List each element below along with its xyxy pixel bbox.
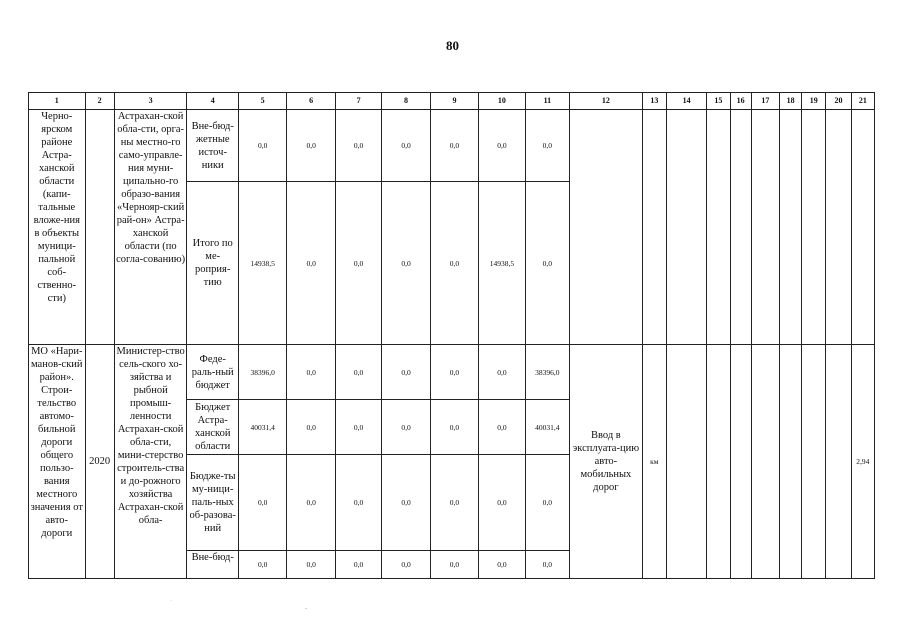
- value-cell: 0,0: [287, 345, 335, 400]
- header-cell: 14: [666, 93, 706, 110]
- value-cell: 0,0: [479, 551, 525, 579]
- empty-cell: [802, 110, 826, 345]
- year-cell: 2020: [85, 345, 114, 579]
- header-cell: 16: [730, 93, 751, 110]
- header-cell: 15: [707, 93, 730, 110]
- table-row: [29, 110, 875, 182]
- empty-cell: [666, 345, 706, 579]
- value-cell: 0,0: [382, 455, 430, 551]
- empty-cell: [570, 110, 643, 345]
- empty-cell: [642, 110, 666, 345]
- table-row: [29, 345, 875, 400]
- indicator-cell: Ввод в эксплуата-цию авто-мобильных дорог: [570, 345, 643, 579]
- value-cell: 0,0: [382, 400, 430, 455]
- empty-cell: [826, 345, 851, 579]
- value-cell: 0,0: [335, 455, 381, 551]
- unit-cell: км: [642, 345, 666, 579]
- header-cell: 21: [851, 93, 874, 110]
- value-cell: 0,0: [287, 110, 335, 182]
- empty-cell: [730, 110, 751, 345]
- value-cell: 0,0: [335, 110, 381, 182]
- value-cell: 0,0: [525, 182, 569, 345]
- empty-cell: [666, 110, 706, 345]
- empty-cell: [707, 345, 730, 579]
- value-cell: 38396,0: [525, 345, 569, 400]
- scan-speck: -: [305, 606, 307, 612]
- header-cell: 4: [187, 93, 238, 110]
- header-cell: 10: [479, 93, 525, 110]
- empty-cell: [751, 110, 779, 345]
- funding-source-cell: Бюдже-ты му-ници-паль-ных об-разова-ний: [187, 455, 238, 551]
- value-cell: 0,0: [335, 400, 381, 455]
- value-cell: 0,0: [238, 551, 286, 579]
- value-cell: 0,0: [382, 345, 430, 400]
- value-cell: 0,0: [525, 551, 569, 579]
- value-cell: 40031,4: [525, 400, 569, 455]
- scan-speck: ·: [170, 598, 172, 604]
- value-cell: 0,0: [238, 110, 286, 182]
- funding-source-cell: Вне-бюд-: [187, 551, 238, 579]
- value-cell: 0,0: [335, 345, 381, 400]
- value-cell: 0,0: [335, 182, 381, 345]
- header-cell: 9: [430, 93, 478, 110]
- value-cell: 0,0: [430, 455, 478, 551]
- header-row: [29, 93, 875, 110]
- empty-cell: [779, 110, 801, 345]
- value-cell: 14938,5: [238, 182, 286, 345]
- executor-cell: Министер-ство сель-ского хо-зяйства и рыбной промыш-ленности Астрахан-ской обла-сти, мини-стерство строитель-ства и до-рожного хозяйства Астрахан-ской обла-: [114, 345, 187, 579]
- header-cell: 3: [114, 93, 187, 110]
- value-cell: 0,0: [430, 182, 478, 345]
- value-cell: 0,0: [287, 182, 335, 345]
- empty-cell: [826, 110, 851, 345]
- value-cell: 0,0: [479, 110, 525, 182]
- header-cell: 18: [779, 93, 801, 110]
- header-cell: 11: [525, 93, 569, 110]
- funding-source-cell: Вне-бюд-жетные источ-ники: [187, 110, 238, 182]
- value-cell: 0,0: [525, 110, 569, 182]
- header-cell: 2: [85, 93, 114, 110]
- header-cell: 5: [238, 93, 286, 110]
- value-cell: 0,0: [525, 455, 569, 551]
- empty-cell: [779, 345, 801, 579]
- empty-cell: [751, 345, 779, 579]
- program-table: [28, 92, 875, 579]
- header-cell: 17: [751, 93, 779, 110]
- value-cell: 0,0: [382, 182, 430, 345]
- value-cell: 0,0: [382, 551, 430, 579]
- executor-cell: Астрахан-ской обла-сти, орга-ны местно-го само-управле-ния муни-ципально-го образо-вания «Чернояр-ский рай-он» Астра-ханской области (по согла-сованию): [114, 110, 187, 345]
- page-number: 80: [446, 38, 459, 53]
- value-cell: 0,0: [430, 110, 478, 182]
- header-cell: 8: [382, 93, 430, 110]
- value-cell: 0,0: [382, 110, 430, 182]
- value-cell: 40031,4: [238, 400, 286, 455]
- funding-source-cell: Феде-раль-ный бюджет: [187, 345, 238, 400]
- value-cell: 0,0: [479, 345, 525, 400]
- value-cell: 0,0: [430, 345, 478, 400]
- header-cell: 1: [29, 93, 86, 110]
- header-cell: 20: [826, 93, 851, 110]
- funding-source-cell: Итого по ме-роприя-тию: [187, 182, 238, 345]
- year-cell: [85, 110, 114, 345]
- value-cell: 0,0: [430, 551, 478, 579]
- value-cell: 0,0: [335, 551, 381, 579]
- header-cell: 13: [642, 93, 666, 110]
- funding-source-cell: Бюджет Астра-ханской области: [187, 400, 238, 455]
- measure-name-cell: Черно-ярском районе Астра-ханской области (капи-тальные вложе-ния в объекты муници-пальной соб-ственно-сти): [29, 110, 86, 345]
- target-value-cell: 2,94: [851, 345, 874, 579]
- value-cell: 38396,0: [238, 345, 286, 400]
- value-cell: 0,0: [287, 455, 335, 551]
- value-cell: 0,0: [287, 551, 335, 579]
- value-cell: 0,0: [479, 455, 525, 551]
- header-cell: 12: [570, 93, 643, 110]
- value-cell: 0,0: [479, 400, 525, 455]
- value-cell: 0,0: [287, 400, 335, 455]
- value-cell: 0,0: [238, 455, 286, 551]
- header-cell: 7: [335, 93, 381, 110]
- header-cell: 19: [802, 93, 826, 110]
- value-cell: 0,0: [430, 400, 478, 455]
- empty-cell: [802, 345, 826, 579]
- empty-cell: [730, 345, 751, 579]
- value-cell: 14938,5: [479, 182, 525, 345]
- empty-cell: [707, 110, 730, 345]
- header-cell: 6: [287, 93, 335, 110]
- empty-cell: [851, 110, 874, 345]
- measure-name-cell: МО «Нари-манов-ский район». Строи-тельство автомо-бильной дороги общего пользо-вания местного значения от авто-дороги: [29, 345, 86, 579]
